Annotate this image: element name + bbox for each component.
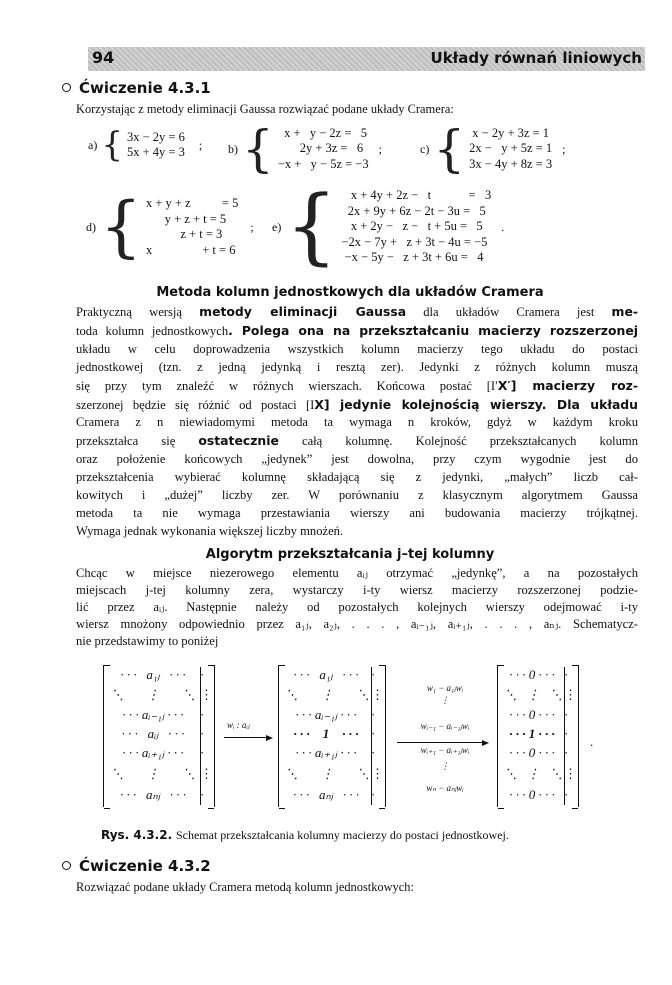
text-line: jednostkowej (tzn. z jedną jedynką i resztą zer). Jedynki z różnych kolumn muszą: [76, 359, 638, 374]
matrix-row: · · · aᵢ₊₁ⱼ · · ·: [295, 745, 357, 760]
matrix-normalized: [278, 665, 386, 807]
circle-bullet-icon: [62, 861, 71, 870]
text-line: Praktyczną wersją metody eliminacji Gaussa dla układów Cramera jest me-: [76, 304, 638, 319]
augment-dot: ·: [200, 787, 205, 802]
equation-row: x + y − 2z = 5: [277, 125, 368, 140]
equation-row: −x + y − 5z = −3: [277, 156, 369, 171]
text-line: Wymaga jednak wykonania większej liczby mnożeń.: [76, 523, 344, 538]
text-line: toda kolumn jednostkowych. Polega ona na przekształcaniu macierzy rozszerzonej: [76, 322, 638, 338]
augment-dot: ·: [200, 726, 205, 741]
matrix-row: · · · aₙⱼ · · ·: [120, 787, 186, 802]
section-heading: Algorytm przekształcania j–tej kolumny: [205, 547, 495, 562]
augment-dot: ·: [371, 667, 376, 682]
separator: ;: [250, 219, 254, 234]
exercise-heading: [62, 857, 211, 875]
left-brace-icon: {: [433, 120, 466, 178]
running-title: Układy równań liniowych: [430, 49, 642, 67]
trailing-period: .: [590, 734, 594, 749]
separator: ;: [378, 141, 382, 156]
augment-dot: ·: [564, 745, 569, 760]
text-line: wiersz mnożony odpowiednio przez a₁ⱼ, a₂ⱼ, . . . , aᵢ₋₁ⱼ, aᵢ₊₁ⱼ, . . . , aₙⱼ. Schematycz-: [76, 617, 638, 632]
equation-row: x + 2y − z − t + 5u = 5: [341, 219, 483, 234]
arrow-label: wᵢ : aᵢⱼ: [227, 720, 250, 730]
augment-dot: ⋮: [371, 766, 384, 781]
augment-dot: ·: [564, 726, 569, 741]
separator: ;: [562, 141, 566, 156]
matrix-row: ⋱ ⋮ ⋱: [285, 687, 370, 702]
equation-row: y + z + t = 5: [146, 211, 227, 226]
augment-dot: ·: [200, 667, 205, 682]
augment-dot: ⋮: [564, 687, 577, 702]
text-line: oraz położenie końcowych „jedynek” jest dowolna, przy czym wygodnie jest do: [76, 452, 638, 467]
augment-dot: ⋮: [200, 687, 213, 702]
caption-label: Rys. 4.3.2.: [101, 828, 173, 842]
matrix-row: ⋱ ⋮ ⋱: [110, 766, 196, 781]
matrix-row: ⋱ ⋮ ⋱: [504, 687, 563, 702]
matrix-unit-column: [497, 665, 579, 807]
text-line: metoda ta nie wymaga przestawiania wierszy ani budowania macierzy trójkątnej.: [76, 505, 638, 520]
system-label: e): [272, 219, 282, 234]
equation-row: x + t = 6: [146, 242, 236, 257]
equation-row: 2y + 3z = 6: [277, 141, 364, 156]
matrix-row: · · · 0 · · ·: [509, 787, 555, 802]
text-line: nie przedstawimy to poniżej: [76, 634, 219, 649]
augment-dot: ·: [371, 745, 376, 760]
matrix-row: · · · aᵢ₋₁ⱼ · · ·: [295, 707, 357, 722]
equation-row: 3x − 4y + 8z = 3: [469, 156, 553, 171]
row-operation-label: wᵢ₋₁ − aᵢ₋₁ⱼwᵢ: [420, 721, 470, 731]
matrix-row: · · · 1 · · ·: [293, 726, 359, 741]
text-line: Cramera z n niewiadomymi metoda ta wymaga n kroków, gdyż w każdym kroku: [76, 415, 638, 430]
equation-row: x − 2y + 3z = 1: [469, 125, 549, 140]
matrix-row: · · · 0 · · ·: [509, 707, 555, 722]
matrix-row: · · · a₁ⱼ · · ·: [293, 667, 359, 682]
augment-dot: ·: [200, 745, 205, 760]
page-number: 94: [92, 48, 115, 67]
matrix-row: · · · 0 · · ·: [509, 667, 555, 682]
equation-row: −2x − 7y + z + 3t − 4u = −5: [341, 234, 488, 249]
row-operation-label: wₙ − aₙⱼwᵢ: [426, 783, 464, 793]
arrow-right-icon: [482, 740, 489, 746]
row-operation-label: wᵢ₊₁ − aᵢ₊₁ⱼwᵢ: [420, 745, 470, 755]
arrow-line: [397, 742, 483, 743]
augment-dot: ⋮: [371, 687, 384, 702]
augment-dot: ·: [564, 787, 569, 802]
matrix-row: · · · aᵢ₊₁ⱼ · · ·: [122, 745, 184, 760]
text-line: szerzonej będzie się różnić od postaci [IX] jedynie kolejnością wierszy. Dla układu: [76, 396, 638, 412]
row-operation-label: w₁ − a₁ⱼwᵢ: [426, 683, 464, 693]
equation-row: −x − 5y − z + 3t + 6u = 4: [341, 250, 484, 265]
exercise-intro: Korzystając z metody eliminacji Gaussa rozwiązać podane układy Cramera:: [76, 102, 454, 116]
matrix-row: ⋱ ⋮ ⋱: [285, 766, 370, 781]
equation-row: z + t = 3: [146, 227, 223, 241]
system-label: b): [228, 141, 238, 156]
left-brace-icon: {: [242, 120, 274, 178]
augment-dot: ·: [371, 726, 376, 741]
row-operation-label: ⋮: [440, 695, 450, 705]
matrix-row: · · · aₙⱼ · · ·: [293, 787, 359, 802]
augment-dot: ·: [564, 667, 569, 682]
matrix-before: [103, 665, 215, 807]
augment-dot: ·: [564, 707, 569, 722]
left-brace-icon: {: [100, 188, 142, 265]
text-line: Chcąc w miejsce niezerowego elementu aᵢⱼ otrzymać „jedynkę”, a na pozostałych: [76, 566, 638, 580]
left-brace-icon: {: [101, 125, 123, 165]
exercise-intro: Rozwiązać podane układy Cramera metodą kolumn jednostkowych:: [76, 880, 414, 894]
augment-dot: ·: [200, 707, 205, 722]
matrix-row: · · · a₁ⱼ · · ·: [120, 667, 186, 682]
equation-row: 3x − 2y = 6: [126, 129, 185, 144]
arrow-line: [224, 737, 268, 738]
equation-row: 2x − y + 5z = 1: [469, 141, 553, 156]
arrow-right-icon: [266, 735, 273, 741]
matrix-row: ⋱ ⋮ ⋱: [504, 766, 563, 781]
system-label: c): [420, 141, 430, 156]
text-line: kowitych i „dużej” liczby zer. W porównaniu z klasycznym algorytmem Gaussa: [76, 488, 638, 503]
system-label: a): [88, 137, 98, 152]
text-line: miejscach j-tej kolumny zera, wystarczy i-ty wiersz macierzy rozszerzonej podzie-: [76, 583, 638, 598]
augment-dot: ⋮: [564, 766, 577, 781]
equation-row: x + y + z = 5: [146, 196, 239, 210]
exercise-title: Ćwiczenie 4.3.1: [79, 79, 211, 97]
matrix-row: ⋱ ⋮ ⋱: [110, 687, 196, 702]
system-label: d): [86, 219, 96, 234]
text-line: lić przez aᵢⱼ. Następnie należy od pozostałych kolejnych wierszy odejmować i-ty: [76, 600, 638, 615]
matrix-row: · · · aᵢⱼ · · ·: [121, 726, 185, 741]
caption-text: Schemat przekształcania kolumny macierzy do postaci jednostkowej.: [175, 828, 509, 842]
text-line: przekształca się ostatecznie całą kolumnę. Kolejność przekształcanych kolumn: [76, 433, 639, 449]
augment-dot: ·: [371, 787, 376, 802]
section-heading: Metoda kolumn jednostkowych dla układów Cramera: [156, 285, 544, 300]
matrix-row: · · · 0 · · ·: [509, 745, 555, 760]
equation-row: x + 4y + 2z − t = 3: [341, 188, 492, 203]
matrix-row: · · · 1 · · ·: [509, 726, 555, 741]
equation-row: 5x + 4y = 3: [126, 145, 185, 159]
augment-dot: ·: [371, 707, 376, 722]
separator: .: [501, 219, 505, 234]
text-line: się przy tym znaleźć w różnych wierszach. Końcowa postać [I′X′] macierzy roz-: [76, 377, 638, 393]
text-line: przekształcenia wybierać kolumnę składającą się z jedynki, „małych” liczb cał-: [76, 470, 638, 485]
left-brace-icon: {: [285, 179, 338, 274]
row-operation-label: ⋮: [440, 761, 450, 771]
augment-dot: ⋮: [200, 766, 213, 781]
figure-caption: [101, 828, 509, 843]
equation-row: 2x + 9y + 6z − 2t − 3u = 5: [341, 203, 486, 218]
text-line: układu w celu doprowadzenia wszystkich kolumn macierzy tego układu do postaci: [76, 341, 638, 356]
exercise-title: Ćwiczenie 4.3.2: [79, 857, 211, 875]
separator: ;: [198, 137, 203, 152]
matrix-row: · · · aᵢ₋₁ⱼ · · ·: [122, 707, 184, 722]
